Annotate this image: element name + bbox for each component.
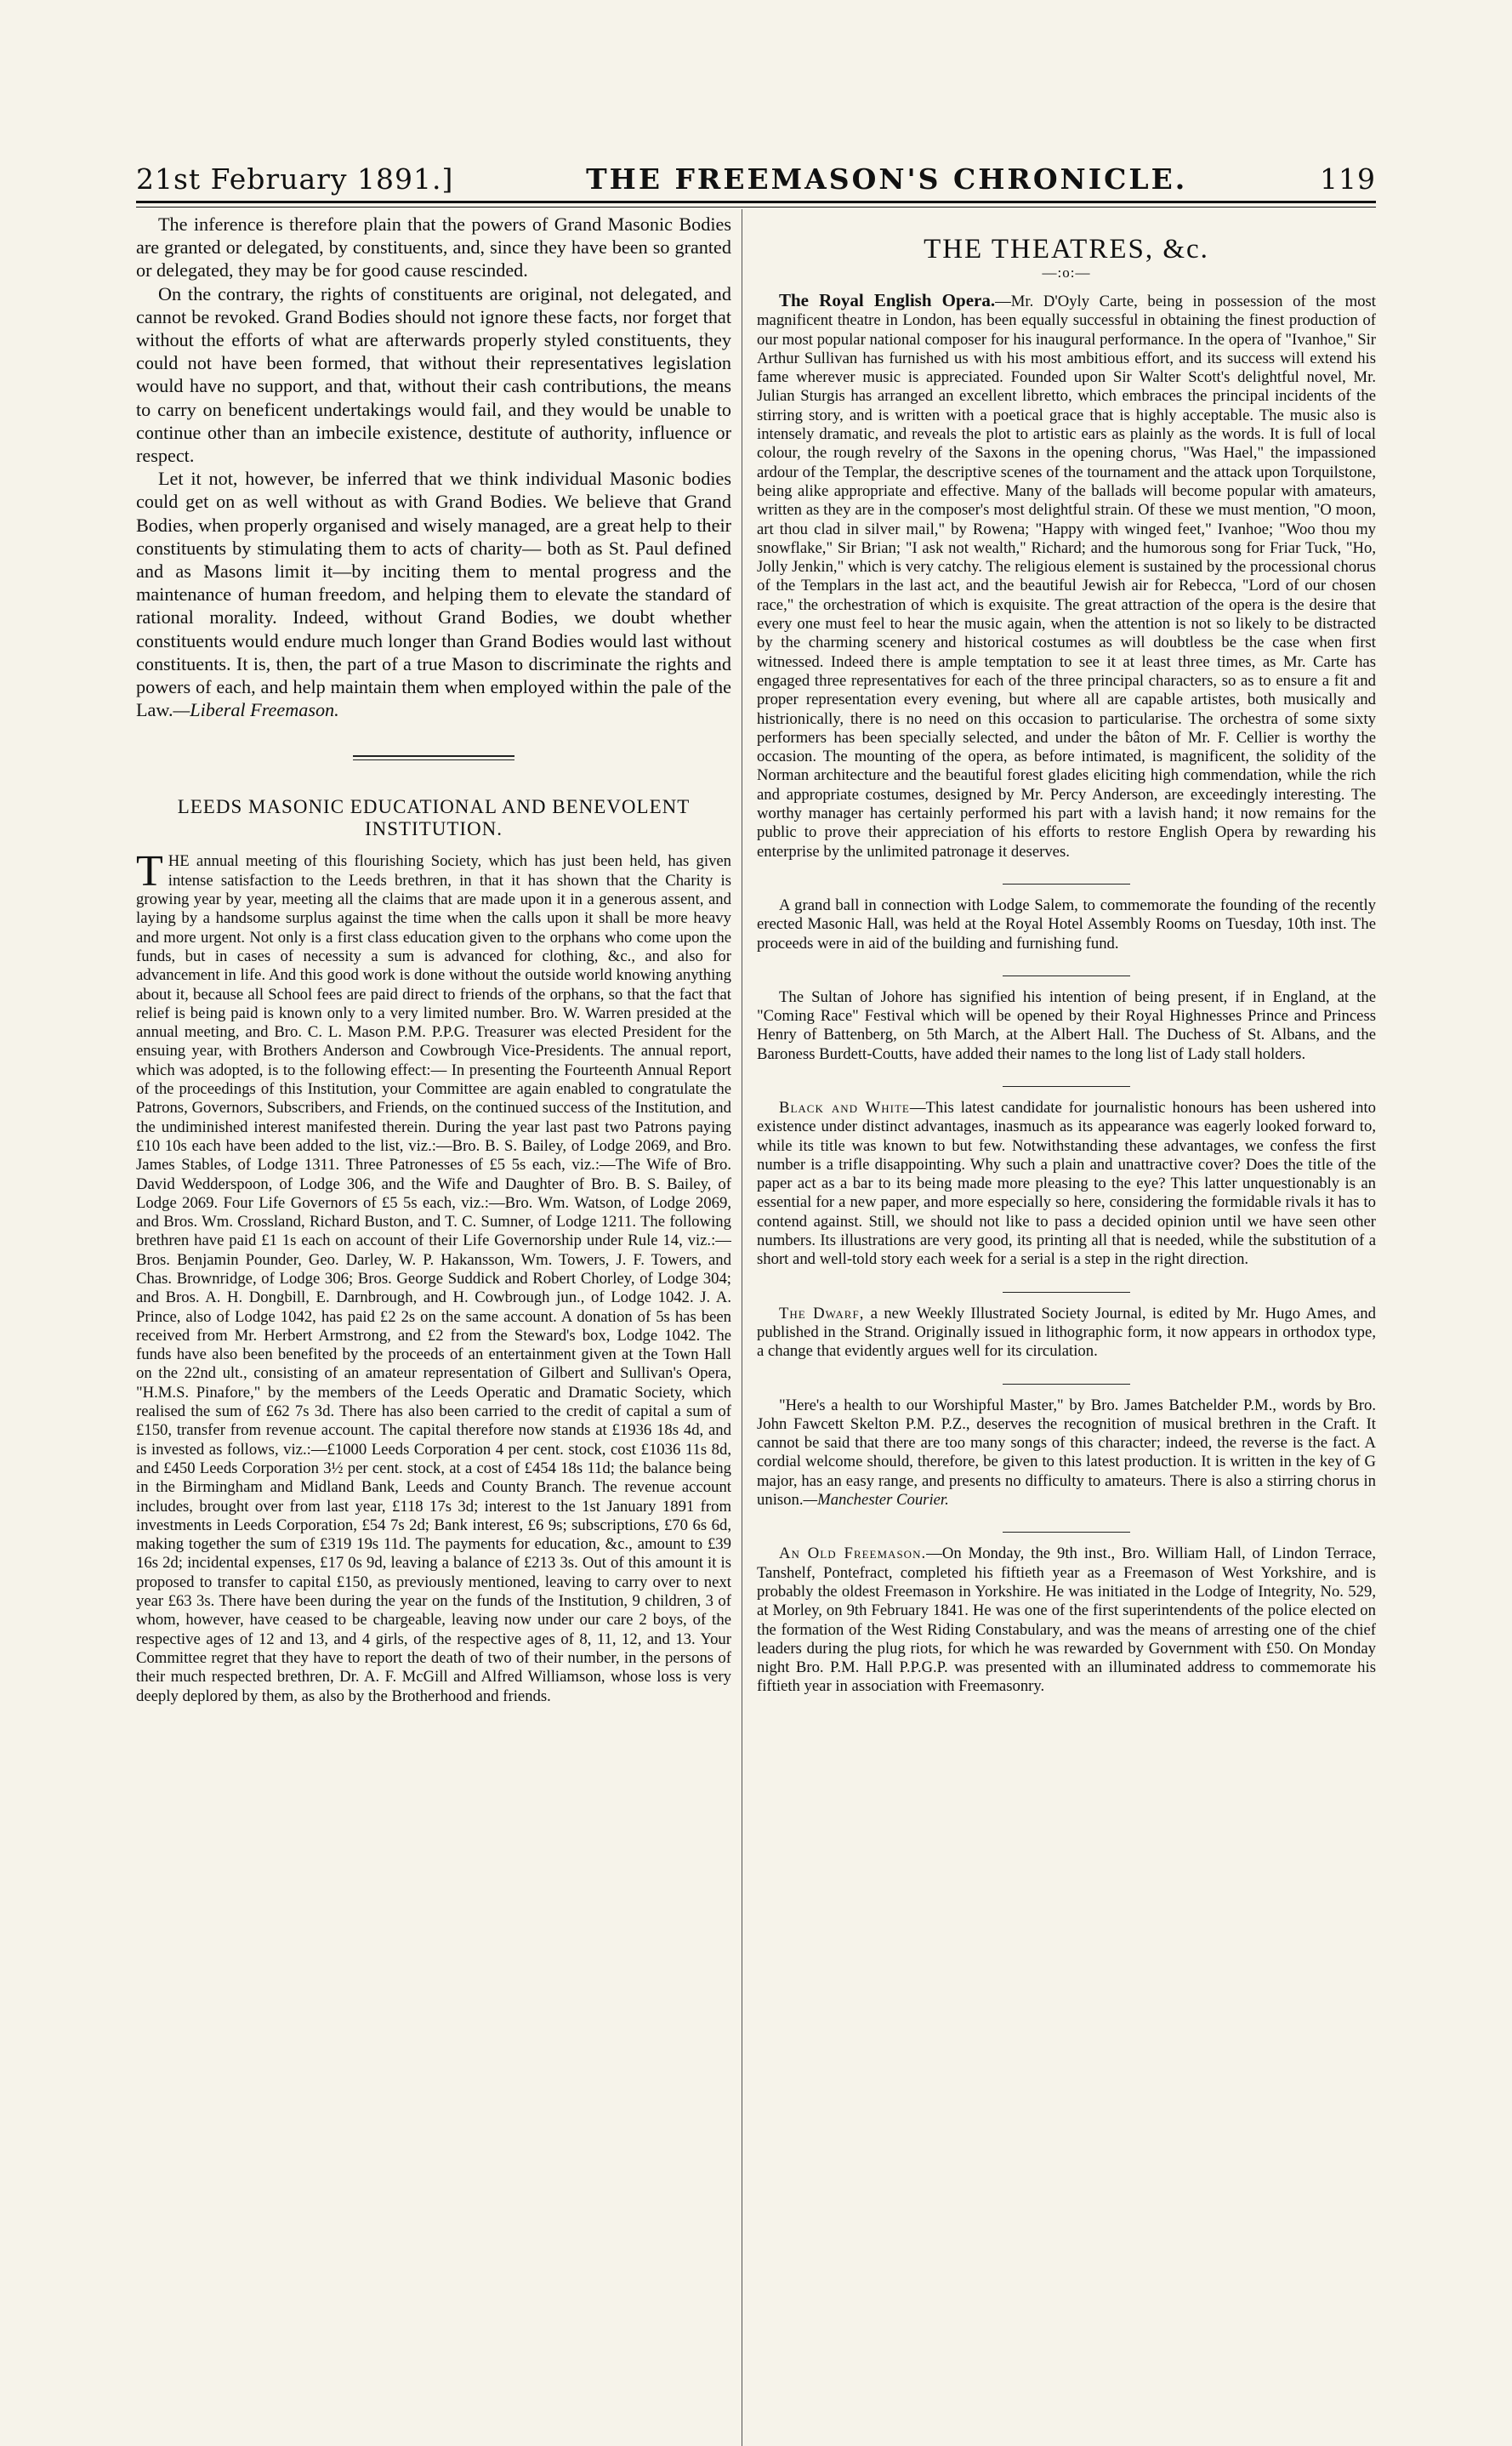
opera-review: The Royal English Opera.—Mr. D'Oyly Carte, being in possession of the most magnificent theatre in London, has been equally successful in obtaining the finest production of our most popular national composer for his inaugural performance. In the opera of "Ivanhoe," Sir Arthur Sullivan has furnished us with his most ambitious effort, and its success will extend his fame wherever music is appreciated. Founded upon Sir Walter Scott's delightful novel, Mr. Julian Sturgis has arranged an excellent libretto, which embraces the principal incidents of the stirring story, and is written with a poetical grace that is highly acceptable. The music also is intensely dramatic, and reveals the plot to artistic ears as plainly as the words. It is full of local colour, the rough revelry of the Saxons in the opening chorus, "Was Hael," the impassioned ardour of the Templar, the descriptive scenes of the tournament and the attack upon Torquilstone, being alike appropriate and effective. Many of the ballads will become popular with amateurs, written as they are in the composer's most delightful strain. Of these we must mention, "O moon, art thou clad in silver mail," by Rowena; "Happy with winged feet," Ivanhoe; "Woo thou my snowflake," Sir Brian; "I ask not wealth," Richard; and the humorous song for Friar Tuck, "Ho, Jolly Jenkin," which is very catchy. The religious element is sustained by the processional chorus of the Templars in the last act, and the beautiful Jewish air for Rebecca, "Lord of our chosen race," the orchestration of which is exquisite. The great attraction of the opera is the desire that every one must feel to hear the music again, when the attention is not so likely to be distracted by the charming scenery and historical costumes as will doubtless be the case when first witnessed. Indeed there is ample temptation to see it at least three times, as Mr. Carte has engaged three representatives for each of the three principal characters, so as to ensure a fit and proper representation every evening, but where all are capable artistes, both musically and histrionically, there is no need on this occasion to particularise. The orchestra of some sixty performers has been specially selected, and under the bâton of Mr. F. Cellier is worthy the occasion. The mounting of the opera, as before intimated, is magnificent, the solidity of the Norman architecture and the beautiful forest glades eliciting high commendation, while the rich and appropriate costumes, designed by Mr. Percy Anderson, are exceedingly interesting. The worthy manager has certainly performed his part with a lavish hand; it now remains for the public to prove their appreciation of his efforts to restore English Opera by rewarding his enterprise by the unlimited patronage it deserves.: [757, 290, 1376, 861]
left-column: [136, 208, 731, 2436]
bw-lead: Black and White: [779, 1098, 910, 1117]
black-and-white-notice: Black and White—This latest candidate for journalistic honours has been ushered into existence under distinct advantages, inasmuch as its appearance was eagerly looked forward to, while its title was known to but few. Notwithstanding these advantages, we confess the first number is a trifle disappointing. Why such a plain and unattractive cover? Does the title of the paper act as a bar to its being made more pleasing to the eye? This latter unquestionably is an essential for a new paper, and more especially so here, considering the formidable rivals it has to contend against. Still, we should not like to pass a decided opinion until we have seen other numbers. Its illustrations are very good, its printing all that is needed, while the substitution of a short and well-told story each week for a serial is a step in the right direction.: [757, 1098, 1376, 1269]
right-column: [757, 208, 1376, 2436]
header-rule: [136, 201, 1376, 203]
sultan-notice: The Sultan of Johore has signified his intention of being present, if in England, at the "Coming Race" Festival which will be opened by their Royal Highnesses Prince and Princess Henry of Battenberg, on 5th March, at the Albert Hall. The Duchess of St. Albans, and the Baroness Burdett-Coutts, have added their names to the long list of Lady stall holders.: [757, 987, 1376, 1063]
old-freemason-lead: An Old Freemason.: [779, 1544, 927, 1563]
section-separator: [353, 755, 514, 760]
song-notice: "Here's a health to our Worshipful Master," by Bro. James Batchelder P.M., words by Bro. John Fawcett Skelton P.M. P.Z., deserves the recognition of musical brethren in the Craft. It cannot be said that there are too many songs of this character; indeed, the reverse is the fact. A cordial welcome should, therefore, be given to this latest production. It is written in the key of G major, has an easy range, and presents no difficulty to amateurs. There is also a stirring chorus in unison.—Manchester Courier.: [757, 1396, 1376, 1510]
dwarf-notice: The Dwarf, a new Weekly Illustrated Society Journal, is edited by Mr. Hugo Ames, and published in the Strand. Originally issued in lithographic form, it now appears in orthodox type, a change that evidently argues well for its circulation.: [757, 1304, 1376, 1361]
item-separator: [1003, 884, 1130, 885]
heading-ornament: —:o:—: [1042, 265, 1091, 281]
item-separator: [1003, 1086, 1130, 1087]
opera-lead: The Royal English Opera.: [779, 290, 996, 310]
masthead-title: THE FREEMASON'S CHRONICLE.: [586, 162, 1188, 196]
theatres-heading: THE THEATRES, &c.: [924, 234, 1209, 265]
song-source: —Manchester Courier.: [803, 1491, 949, 1510]
issue-date: 21st February 1891.]: [136, 162, 454, 196]
leeds-article: THE annual meeting of this flourishing Society, which has just been held, has given intense satisfaction to the Leeds brethren, in that it has shown that the Charity is growing year by year, meeting all the claims that are made upon it in a generous assent, and laying by a handsome surplus against the time when the calls upon it shall be more heavy and more urgent. Not only is a first class education given to the orphans who come upon the funds, but in cases of necessity a sum is advanced for clothing, &c., and also for advancement in life. And this good work is done without the outside world knowing anything about it, because all School fees are paid direct to friends of the orphans, so that the fact that relief is being paid is known only to a very limited number. Bro. W. Warren presided at the annual meeting, and Bro. C. L. Mason P.M. P.P.G. Treasurer was elected President for the ensuing year, with Brothers Anderson and Cowbrough Vice-Presidents. The annual report, which was adopted, is to the following effect:— In presenting the Fourteenth Annual Report of the proceedings of this Institution, your Committee are again enabled to congratulate the Patrons, Governors, Subscribers, and Friends, on the continued success of the Institution, and the undiminished interest manifested therein. During the year last past two Patrons paying £10 10s each have been added to the list, viz.:—Bro. B. S. Bailey, of Lodge 2069, and Bro. James Stables, of Lodge 1311. Three Patronesses of £5 5s each, viz.:—The Wife of Bro. David Wedderspoon, of Lodge 306, and the Wife and Daughter of Bro. B. S. Bailey, of Lodge 2069. Four Life Governors of £5 5s each, viz.:—Bro. Wm. Watson, of Lodge 2069, and Bros. Wm. Crossland, Richard Buston, and T. C. Sumner, of Lodge 1211. The following brethren have paid £1 1s each on account of their Life Governorship under Rule 14, viz.:—Bros. Benjamin Pounder, Geo. Darley, W. P. Hakansson, Wm. Towers, J. F. Towers, and Chas. Brownridge, of Lodge 306; Bros. George Suddick and Robert Chorley, of Lodge 304; and Bros. A. H. Dongbill, E. Darnbrough, and H. Cowbrough jun., of Lodge 1042. J. A. Prince, also of Lodge 1042, has paid £2 2s on the same account. A donation of 5s has been received from Mr. Herbert Armstrong, and £2 from the Steward's box, Lodge 1042. The funds have also been benefited by the proceeds of an entertainment given at the Town Hall on the 22nd ult., consisting of an amateur representation of Gilbert and Sullivan's Opera, "H.M.S. Pinafore," by the members of the Leeds Operatic and Dramatic Society, which realised the sum of £62 7s 3d. There has also been carried to the credit of capital a sum of £150, transfer from revenue account. The capital therefore now stands at £1936 18s 4d, and is invested as follows, viz.:—£1000 Leeds Corporation 4 per cent. stock, cost £1036 11s 8d, and £450 Leeds Corporation 3½ per cent. stock, at a cost of £454 18s 11d; the balance being in the Birmingham and Midland Bank, Leeds and County Branch. The revenue account includes, brought over from last year, £118 17s 3d; interest to the 1st January 1891 from investments in Leeds Corporation, £54 7s 2d; Bank interest, £6 9s; subscriptions, £70 6s 6d, making together the sum of £319 19s 11d. The payments for education, &c., amount to £39 16s 2d; incidental expenses, £17 0s 9d, leaving a balance of £213 3s. Out of this amount it is proposed to transfer to capital £150, as previously mentioned, leaving to carry over to next year £63 3s. There have been during the year on the funds of the Institution, 9 children, 3 of whom, however, have ceased to be chargeable, leaving now under our care 2 boys, of the respective ages of 12 and 13, and 4 girls, of the respective ages of 8, 11, 12, and 13. Your Committee regret that they have to report the death of two of their number, in the persons of their much respected brethren, Dr. A. F. McGill and Alfred Williamson, whose loss is very deeply deplored by them, as also by the Brotherhood and friends.: [136, 847, 731, 1705]
article-paragraph: Let it not, however, be inferred that we think individual Masonic bodies could get on as well without as with Grand Bodies. We believe that Grand Bodies, when properly organised and wisely managed, are a great help to their constituents by stimulating them to acts of charity— both as St. Paul defined and as Masons limit it—by inciting them to mental progress and the maintenance of human freedom, and helping them to elevate the standard of rational morality. Indeed, without Grand Bodies, we doubt whether constituents would endure much longer than Grand Bodies would last without constituents. It is, then, the part of a true Mason to discriminate the rights and powers of each, and help maintain them when employed within the pale of the Law.—Liberal Freemason.: [136, 468, 731, 721]
article-source: —Liberal Freemason.: [173, 699, 339, 721]
drop-cap: T: [136, 847, 163, 896]
item-separator: [1003, 1292, 1130, 1293]
ball-notice: A grand ball in connection with Lodge Salem, to commemorate the founding of the recently erected Masonic Hall, was held at the Royal Hotel Assembly Rooms on Tuesday, 10th inst. The proceeds were in aid of the building and furnishing fund.: [757, 896, 1376, 953]
old-freemason-notice: An Old Freemason.—On Monday, the 9th inst., Bro. William Hall, of Lindon Terrace, Tanshelf, Pontefract, completed his fiftieth year as a Freemason of West Yorkshire, and is probably the oldest Freemason in Yorkshire. He was initiated in the Lodge of Integrity, No. 529, at Morley, on 9th February 1841. He was one of the first superintendents of the police elected on the formation of the West Riding Constabulary, and was the means of arresting one of the chief leaders during the plug riots, for which he was rewarded by Government with £50. On Monday night Bro. P.M. Hall P.P.G.P. was presented with an illuminated address to commemorate his fiftieth year in association with Freemasonry.: [757, 1544, 1376, 1696]
article-paragraph: The inference is therefore plain that the powers of Grand Masonic Bodies are granted or delegated, by constituents, and, since they have been so granted or delegated, they may be for good cause rescinded.: [136, 213, 731, 282]
page-header: [136, 150, 1376, 196]
page-number: 119: [1320, 162, 1376, 196]
article-paragraph: On the contrary, the rights of constituents are original, not delegated, and cannot be revoked. Grand Bodies should not ignore these facts, nor forget that without the efforts of what are afterwards properly styled constituents, they could not have been formed, that without their representatives legislation would have no support, and that, without their cash contributions, the means to carry on beneficent undertakings would fail, and they would be unable to continue other than an imbecile existence, destitute of authority, influence or respect.: [136, 282, 731, 467]
item-separator: [1003, 1384, 1130, 1385]
leeds-heading: LEEDS MASONIC EDUCATIONAL AND BENEVOLENT INSTITUTION.: [177, 796, 691, 840]
dwarf-lead: The Dwarf,: [779, 1304, 865, 1323]
item-separator: [1003, 1532, 1130, 1533]
